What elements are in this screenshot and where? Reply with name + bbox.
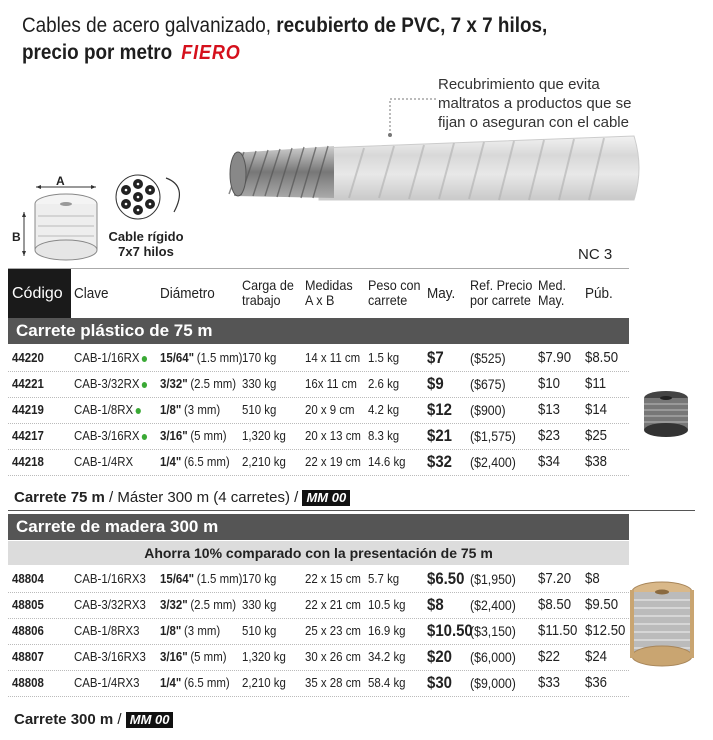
col-code: Código	[8, 269, 71, 318]
col-ref: Ref. Precio por carrete	[470, 277, 533, 308]
product-dimensions: 22 x 19 cm	[305, 454, 361, 469]
product-weight: 2.6 kg	[368, 376, 400, 391]
product-dimensions: 14 x 11 cm	[305, 350, 361, 365]
product-weight: 1.5 kg	[368, 350, 400, 365]
table-header	[8, 268, 629, 318]
price-wholesale: $6.50	[427, 569, 465, 588]
price-public: $38	[585, 453, 608, 470]
product-dimensions: 20 x 13 cm	[305, 428, 361, 443]
product-code: 48808	[12, 675, 44, 690]
product-clave: CAB-1/16RX3	[74, 571, 146, 586]
product-code: 44221	[12, 376, 44, 391]
product-load: 1,320 kg	[242, 428, 286, 443]
product-diameter: 15/64" (1.5 mm)	[160, 350, 243, 365]
product-clave: CAB-1/16RX	[74, 345, 147, 371]
product-dimensions: 20 x 9 cm	[305, 402, 355, 417]
green-dot-icon	[142, 356, 147, 362]
price-per-spool: ($2,400)	[470, 454, 516, 470]
price-per-spool: ($900)	[470, 402, 506, 418]
product-load: 330 kg	[242, 376, 277, 391]
product-weight: 58.4 kg	[368, 675, 406, 690]
product-weight: 5.7 kg	[368, 571, 400, 586]
product-weight: 14.6 kg	[368, 454, 406, 469]
price-public: $36	[585, 674, 608, 691]
table-row	[8, 644, 629, 671]
price-per-spool: ($525)	[470, 350, 506, 366]
section-plastic-footer: Carrete 75 m / Máster 300 m (4 carretes) / MM 00	[14, 489, 350, 507]
product-load: 170 kg	[242, 350, 277, 365]
product-clave: CAB-1/8RX	[74, 397, 141, 423]
col-medmay: Med. May.	[538, 277, 567, 308]
product-load: 330 kg	[242, 597, 277, 612]
table-row	[8, 566, 629, 593]
price-public: $24	[585, 648, 608, 665]
product-dimensions: 25 x 23 cm	[305, 623, 361, 638]
price-per-spool: ($3,150)	[470, 623, 516, 639]
price-medium-wholesale: $10	[538, 375, 561, 392]
product-code: 48805	[12, 597, 44, 612]
price-per-spool: ($2,400)	[470, 597, 516, 613]
section-wood-footer: Carrete 300 m / MM 00	[14, 711, 173, 729]
product-code: 48806	[12, 623, 44, 638]
product-dimensions: 22 x 15 cm	[305, 571, 361, 586]
price-public: $8.50	[585, 349, 619, 366]
product-dimensions: 35 x 28 cm	[305, 675, 361, 690]
product-diameter: 1/4" (6.5 mm)	[160, 454, 230, 469]
price-wholesale: $20	[427, 647, 452, 666]
product-diameter: 3/32" (2.5 mm)	[160, 597, 237, 612]
table-row	[8, 423, 629, 450]
cross-section-icon	[106, 172, 186, 222]
section-wood-subtitle: Ahorra 10% comparado con la presentación de 75 m	[8, 541, 629, 565]
product-weight: 34.2 kg	[368, 649, 406, 664]
product-weight: 16.9 kg	[368, 623, 406, 638]
table-row	[8, 670, 629, 697]
price-wholesale: $9	[427, 374, 444, 393]
product-diameter: 3/32" (2.5 mm)	[160, 376, 237, 391]
price-per-spool: ($1,950)	[470, 571, 516, 587]
price-medium-wholesale: $8.50	[538, 596, 572, 613]
product-code: 44217	[12, 428, 44, 443]
product-diameter: 1/8" (3 mm)	[160, 402, 221, 417]
col-carga: Carga de trabajo	[242, 277, 294, 308]
coating-callout: Recubrimiento que evita maltratos a productos que se fijan o aseguran con el cable	[438, 76, 632, 131]
price-public: $11	[585, 375, 607, 392]
price-medium-wholesale: $34	[538, 453, 561, 470]
table-row	[8, 618, 629, 645]
price-wholesale: $21	[427, 426, 452, 445]
product-load: 2,210 kg	[242, 675, 286, 690]
price-public: $9.50	[585, 596, 619, 613]
price-medium-wholesale: $22	[538, 648, 561, 665]
price-public: $8	[585, 570, 600, 587]
price-wholesale: $10.50	[427, 621, 473, 640]
table-row	[8, 449, 629, 476]
product-code: 44218	[12, 454, 44, 469]
mm-badge: MM 00	[302, 490, 350, 506]
price-medium-wholesale: $7.90	[538, 349, 572, 366]
table-row	[8, 397, 629, 424]
price-wholesale: $8	[427, 595, 444, 614]
price-public: $12.50	[585, 622, 626, 639]
product-dimensions: 30 x 26 cm	[305, 649, 361, 664]
product-weight: 10.5 kg	[368, 597, 406, 612]
wood-spool-image	[628, 578, 696, 670]
green-dot-icon	[142, 434, 147, 440]
cable-caption: Cable rígido 7x7 hilos	[108, 229, 184, 259]
dimension-a-label: A	[56, 174, 65, 188]
product-load: 510 kg	[242, 623, 277, 638]
product-diameter: 1/8" (3 mm)	[160, 623, 221, 638]
product-load: 2,210 kg	[242, 454, 286, 469]
product-clave: CAB-1/8RX3	[74, 623, 140, 638]
nc-label: NC 3	[578, 246, 613, 263]
fiero-logo: FIERO	[181, 42, 241, 64]
price-medium-wholesale: $13	[538, 401, 561, 418]
price-medium-wholesale: $33	[538, 674, 561, 691]
table-row	[8, 371, 629, 398]
price-per-spool: ($675)	[470, 376, 506, 392]
product-code: 48804	[12, 571, 44, 586]
product-load: 1,320 kg	[242, 649, 286, 664]
section-wood-title: Carrete de madera 300 m	[8, 514, 629, 540]
product-clave: CAB-1/4RX	[74, 454, 134, 469]
cable-image	[224, 128, 644, 218]
product-clave: CAB-3/32RX3	[74, 597, 146, 612]
price-medium-wholesale: $11.50	[538, 622, 578, 639]
product-code: 48807	[12, 649, 44, 664]
plastic-spool-image	[640, 388, 692, 440]
price-wholesale: $32	[427, 452, 452, 471]
section-plastic-title: Carrete plástico de 75 m	[8, 318, 629, 344]
price-wholesale: $30	[427, 673, 452, 692]
page-title: Cables de acero galvanizado, recubierto de PVC, 7 x 7 hilos, precio por metro FIERO	[22, 14, 548, 64]
product-clave: CAB-3/16RX3	[74, 649, 146, 664]
product-code: 44219	[12, 402, 44, 417]
price-per-spool: ($6,000)	[470, 649, 516, 665]
col-medidas: Medidas A x B	[305, 277, 353, 308]
price-medium-wholesale: $23	[538, 427, 561, 444]
product-diameter: 15/64" (1.5 mm)	[160, 571, 243, 586]
product-weight: 4.2 kg	[368, 402, 400, 417]
col-may: May.	[427, 285, 456, 302]
green-dot-icon	[142, 382, 147, 388]
product-load: 510 kg	[242, 402, 277, 417]
product-clave: CAB-1/4RX3	[74, 675, 140, 690]
product-clave: CAB-3/32RX	[74, 371, 147, 397]
price-public: $14	[585, 401, 608, 418]
product-diameter: 3/16" (5 mm)	[160, 428, 227, 443]
price-wholesale: $7	[427, 348, 444, 367]
table-row	[8, 592, 629, 619]
green-dot-icon	[136, 408, 141, 414]
price-public: $25	[585, 427, 608, 444]
price-medium-wholesale: $7.20	[538, 570, 572, 587]
price-per-spool: ($1,575)	[470, 428, 516, 444]
col-diametro: Diámetro	[160, 285, 215, 302]
price-wholesale: $12	[427, 400, 452, 419]
col-peso: Peso con carrete	[368, 277, 421, 308]
product-dimensions: 22 x 21 cm	[305, 597, 361, 612]
dimension-b-label: B	[12, 230, 21, 244]
product-diameter: 3/16" (5 mm)	[160, 649, 227, 664]
mm-badge: MM 00	[126, 712, 174, 728]
product-weight: 8.3 kg	[368, 428, 400, 443]
product-load: 170 kg	[242, 571, 277, 586]
table-row	[8, 345, 629, 372]
price-per-spool: ($9,000)	[470, 675, 516, 691]
col-pub: Púb.	[585, 285, 613, 302]
product-diameter: 1/4" (6.5 mm)	[160, 675, 230, 690]
product-clave: CAB-3/16RX	[74, 423, 147, 449]
product-dimensions: 16x 11 cm	[305, 376, 357, 391]
col-clave: Clave	[74, 285, 109, 302]
product-code: 44220	[12, 350, 44, 365]
section-divider	[8, 510, 695, 511]
